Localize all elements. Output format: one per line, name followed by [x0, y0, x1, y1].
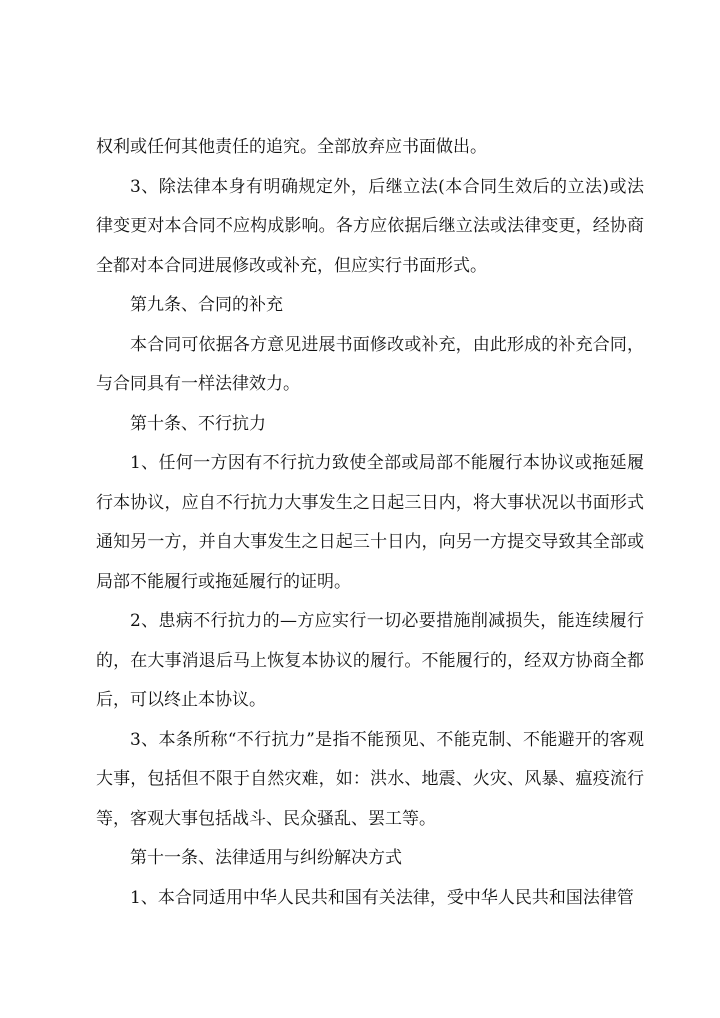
section-heading-article-9: 第九条、合同的补充 [130, 295, 283, 315]
paragraph-clause-8-3: 3、除法律本身有明确规定外，后继立法(本合同生效后的立法)或法律变更对本合同不应构成影响。各方应依据后继立法或法律变更，经协商全都对本合同进展修改或补充，但应实行书面形式。 [96, 176, 644, 276]
paragraph-article-9-body: 本合同可依据各方意见进展书面修改或补充，由此形成的补充合同，与合同具有一样法律效力。 [96, 334, 644, 394]
paragraph-clause-10-1: 1、任何一方因有不行抗力致使全部或局部不能履行本协议或拖延履行本协议，应自不行抗力大事发生之日起三日内，将大事状况以书面形式通知另一方，并自大事发生之日起三十日内，向另一方提交导致其全部或局部不能履行或拖延履行的证明。 [96, 453, 644, 592]
paragraph-clause-11-1: 1、本合同适用中华人民共和国有关法律，受中华人民共和国法律管 [130, 887, 634, 908]
section-heading-article-10: 第十条、不行抗力 [130, 413, 266, 434]
paragraph-continuation: 权利或任何其他责任的追究。全部放弃应书面做出。 [96, 137, 487, 157]
paragraph-clause-10-2: 2、患病不行抗力的—方应实行一切必要措施削减损失，能连续履行的，在大事消退后马上恢复本协议的履行。不能履行的，经双方协商全都后，可以终止本协议。 [96, 611, 644, 710]
document-body [96, 128, 644, 918]
section-heading-article-11: 第十一条、法律适用与纠纷解决方式 [130, 848, 402, 868]
paragraph-clause-10-3: 3、本条所称“不行抗力”是指不能预见、不能克制、不能避开的客观大事，包括但不限于自然灾难，如：洪水、地震、火灾、风暴、瘟疫流行等，客观大事包括战斗、民众骚乱、罢工等。 [96, 729, 644, 829]
